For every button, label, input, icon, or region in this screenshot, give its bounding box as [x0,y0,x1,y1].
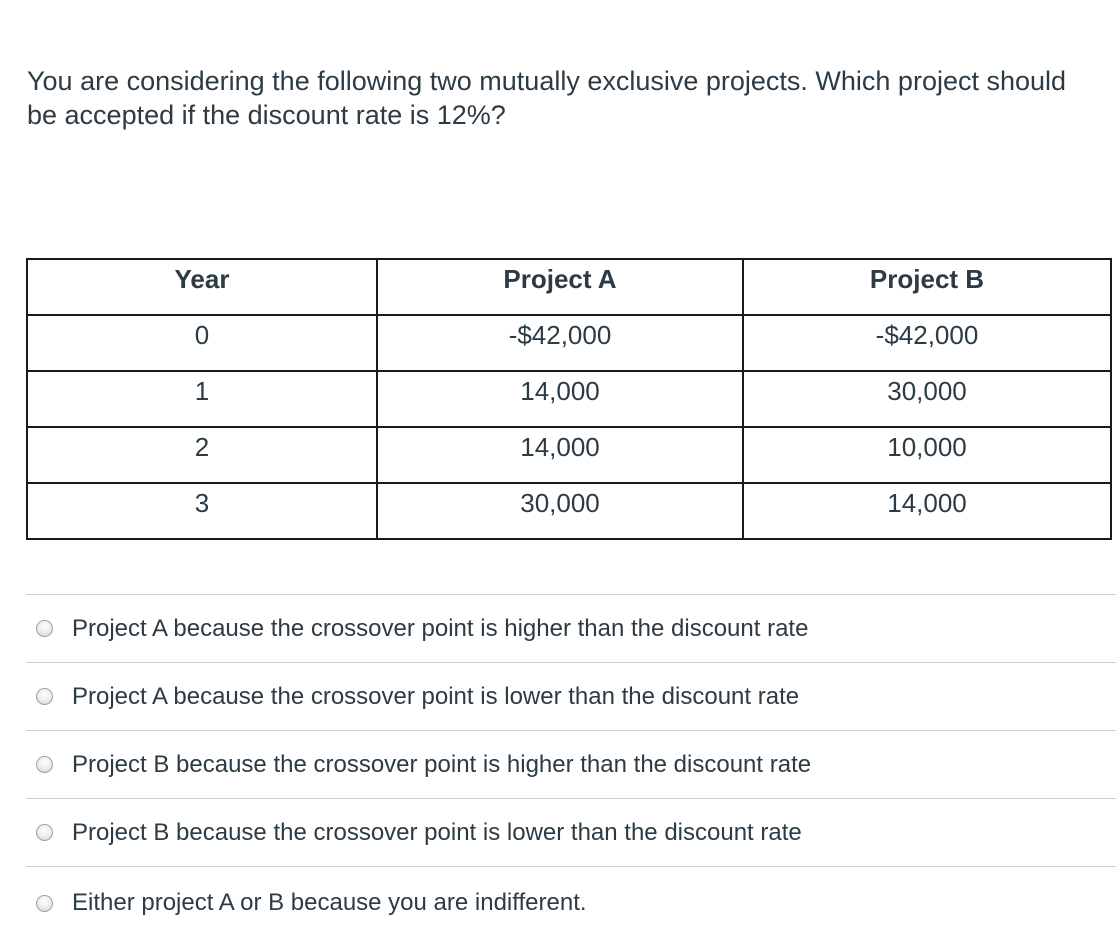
answer-label[interactable]: Project A because the crossover point is lower than the discount rate [72,682,800,710]
column-header-year: Year [27,259,377,315]
year-cell: 2 [27,427,377,483]
answer-option-2[interactable] [26,662,1116,730]
answer-option-5[interactable] [26,866,1116,939]
table-row [27,483,1111,539]
year-cell: 1 [27,371,377,427]
column-header-project-b: Project B [743,259,1111,315]
radio-button[interactable] [36,824,53,841]
project-a-cell: 30,000 [377,483,743,539]
radio-button[interactable] [36,895,53,912]
answer-label[interactable]: Project B because the crossover point is lower than the discount rate [72,818,802,846]
table-row [27,371,1111,427]
project-b-cell: 30,000 [743,371,1111,427]
project-b-cell: 14,000 [743,483,1111,539]
radio-button[interactable] [36,620,53,637]
answer-label[interactable]: Project B because the crossover point is higher than the discount rate [72,750,812,778]
answer-options [26,594,1116,939]
table-row [27,427,1111,483]
answer-label[interactable]: Either project A or B because you are indifferent. [72,889,587,916]
year-cell: 3 [27,483,377,539]
project-a-cell: 14,000 [377,371,743,427]
year-cell: 0 [27,315,377,371]
question-text: You are considering the following two mutually exclusive projects. Which project should be accepted if the discount rate is 12%? [27,66,1067,130]
cash-flow-table [26,258,1112,540]
project-b-cell: -$42,000 [743,315,1111,371]
project-a-cell: 14,000 [377,427,743,483]
table-header-row [27,259,1111,315]
radio-button[interactable] [36,688,53,705]
answer-option-4[interactable] [26,798,1116,866]
radio-button[interactable] [36,756,53,773]
project-a-cell: -$42,000 [377,315,743,371]
answer-label[interactable]: Project A because the crossover point is higher than the discount rate [72,614,809,642]
answer-option-3[interactable] [26,730,1116,798]
answer-option-1[interactable] [26,594,1116,662]
column-header-project-a: Project A [377,259,743,315]
table-row [27,315,1111,371]
project-b-cell: 10,000 [743,427,1111,483]
